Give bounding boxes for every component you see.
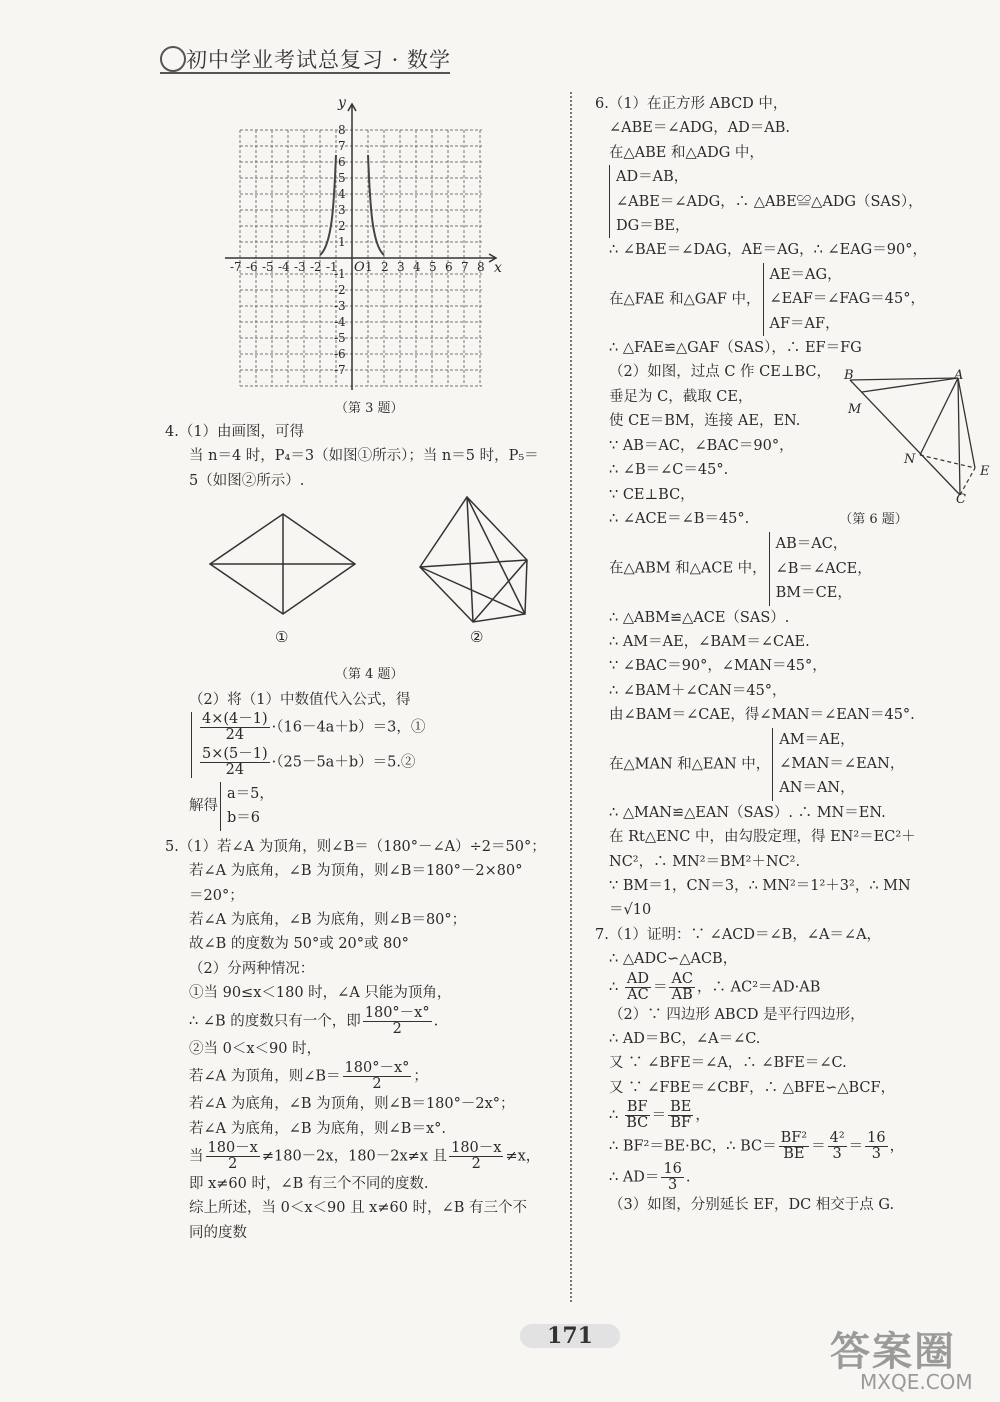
q6-line: ＝√10 <box>609 902 652 919</box>
header <box>160 42 450 74</box>
x-tick: 2 <box>381 260 389 274</box>
fig6-point-M: M <box>848 402 862 417</box>
q6-line: ∴ ∠BAE＝∠DAG，AE＝AG，∴ ∠EAG＝90°， <box>609 242 927 259</box>
q4-eq2-rest: ·（25－5a＋b）＝5.② <box>271 754 416 771</box>
q5-line: ＝20°； <box>189 887 244 904</box>
q4-solution <box>165 782 565 831</box>
x-tick: -1 <box>326 260 338 274</box>
column-divider <box>570 92 572 1302</box>
fig6-point-E: E <box>980 464 990 479</box>
q5-line: 若∠A 为顶角，则∠B＝ $\frac{180^\circ-x^\circ}{2}$ ； <box>189 1060 428 1093</box>
figure-4 <box>205 492 550 662</box>
q5-line: （2）分两种情况： <box>189 960 315 977</box>
q6-system-3: 在△ABM 和△ACE 中， AB＝AC， ∠B＝∠ACE， BM＝CE， <box>595 532 990 605</box>
q7-line: ∴ BF²＝BE·BC，∴ BC＝ $\frac{\text{BF²}}{BE}$ ＝ $\frac{\text{4²}}{3}$ ＝ $\frac{16}{3}$ ， <box>609 1130 905 1163</box>
page-number: 171 <box>520 1318 620 1354</box>
figure-3-graph <box>220 95 510 415</box>
q4-sol-label: 解得 <box>189 798 218 815</box>
q4-system <box>165 712 565 778</box>
q5-line: 即 x≠60 时，∠B 有三个不同的度数. <box>189 1175 429 1192</box>
q7-line: ∴ △ADC∽△ACB， <box>609 951 738 968</box>
q6-line: 在△ABE 和△ADG 中， <box>609 144 764 161</box>
book-logo-icon <box>160 46 186 72</box>
axis-label-x: x <box>494 260 502 276</box>
q7-line: 又 ∵ ∠FBE＝∠CBF，∴ △BFE∽△BCF， <box>609 1079 896 1096</box>
q7-line: ∴ $\frac{BF}{BC}$ ＝ $\frac{BE}{BF}$ ， <box>609 1099 710 1132</box>
x-tick: -7 <box>230 260 242 274</box>
origin-label: O <box>354 260 365 275</box>
y-tick: -3 <box>334 299 346 313</box>
figure-6 <box>840 360 1000 530</box>
q5-line: 若∠A 为底角，∠B 为底角，则∠B＝x°. <box>189 1120 446 1137</box>
q6-line: ∴ ∠ACE＝∠B＝45°. （第 6 题） <box>609 510 908 527</box>
q6-system-2: 在△FAE 和△GAF 中， AE＝AG， ∠EAF＝∠FAG＝45°， AF＝AF， <box>595 263 990 336</box>
fig6-point-N: N <box>904 452 916 467</box>
y-tick: 3 <box>338 203 346 217</box>
q4-line: 4.（1）由画图，可得 <box>165 424 305 440</box>
y-tick: -7 <box>334 363 346 377</box>
q6-line: ∴ △FAE≌△GAF（SAS），∴ EF＝FG <box>609 340 862 357</box>
q5-line: 综上所述，当 0＜x＜90 且 x≠60 时，∠B 有三个不 <box>189 1200 527 1217</box>
q5-line: ①当 90≤x＜180 时，∠A 只能为顶角， <box>189 985 452 1002</box>
q4-eq2-num: 5×(5－1) <box>202 746 268 763</box>
q5-line: 5.（1）若∠A 为顶角，则∠B＝（180°－∠A）÷2＝50°； <box>165 838 546 855</box>
x-tick: -6 <box>246 260 258 274</box>
q6-line: ∴ ∠B＝∠C＝45°. <box>609 462 729 479</box>
q5-line: 若∠A 为底角，∠B 为底角，则∠B＝80°； <box>189 912 467 929</box>
q6-line: ∴ ∠BAM＋∠CAN＝45°， <box>609 682 787 699</box>
q4-line: 当 n＝4 时，P₄＝3（如图①所示）；当 n＝5 时，P₅＝ <box>189 448 539 465</box>
y-tick: 7 <box>338 139 346 153</box>
q5-line: 同的度数 <box>189 1224 247 1241</box>
q6-line: ∠ABE＝∠ADG，AD＝AB. <box>609 120 791 137</box>
q6-line: ∵ BM＝1，CN＝3，∴ MN²＝1²＋3²，∴ MN <box>609 878 911 894</box>
q4-eq1-den: 24 <box>225 727 245 744</box>
q6-system-4: 在△MAN 和△EAN 中， AM＝AE， ∠MAN＝∠EAN， AN＝AN， <box>595 728 990 801</box>
q6-line: NC²，∴ MN²＝BM²＋NC². <box>609 853 801 870</box>
q5-line: 若∠A 为底角，∠B 为顶角，则∠B＝180°－2x°； <box>189 1096 515 1113</box>
q4-eq2-den: 24 <box>225 762 245 779</box>
q6-line: 使 CE＝BM，连接 AE，EN. <box>609 413 801 430</box>
q7-line: 又 ∵ ∠BFE＝∠A，∴ ∠BFE＝∠C. <box>609 1055 847 1072</box>
x-tick: -2 <box>310 260 322 274</box>
q7-line: 7.（1）证明：∵ ∠ACD＝∠B，∠A＝∠A， <box>595 926 882 943</box>
q7-line: （2）∵ 四边形 ABCD 是平行四边形， <box>609 1006 865 1023</box>
y-tick: -5 <box>334 331 346 345</box>
q4-sol-b: b＝6 <box>227 810 261 827</box>
watermark <box>820 1320 998 1400</box>
x-tick: 1 <box>365 260 373 274</box>
q6-line: 在 Rt△ENC 中，由勾股定理，得 EN²＝EC²＋ <box>609 829 916 846</box>
x-tick: -5 <box>262 260 274 274</box>
x-tick: 8 <box>477 260 485 274</box>
x-tick: 3 <box>397 260 405 274</box>
figure-4-label-2: ② <box>470 628 484 646</box>
x-tick: 4 <box>413 260 421 274</box>
x-tick: 5 <box>429 260 437 274</box>
x-tick: -3 <box>294 260 306 274</box>
q4-line: （2）将（1）中数值代入公式，得 <box>189 691 411 708</box>
figure-4-label-1: ① <box>275 628 289 646</box>
header-title: 初中学业考试总复习 · 数学 <box>186 48 452 72</box>
figure-6-drawing <box>840 360 1000 510</box>
figure-4-drawing <box>205 492 550 642</box>
q7-line: ∴ AD＝BC，∠A＝∠C. <box>609 1031 761 1048</box>
y-tick: 6 <box>338 155 346 169</box>
q4-eq1-num: 4×(4－1) <box>202 711 268 728</box>
q6-line: ∵ CE⊥BC， <box>609 486 695 503</box>
x-tick: -4 <box>278 260 290 274</box>
fig6-point-C: C <box>956 492 966 507</box>
q6-line: 由∠BAM＝∠CAE，得∠MAN＝∠EAN＝45°. <box>609 707 915 724</box>
q4-line: 5（如图②所示）. <box>189 472 305 489</box>
q6-line: ∴ AM＝AE，∠BAM＝∠CAE. <box>609 633 810 650</box>
watermark-site: MXQE.COM <box>860 1370 973 1394</box>
y-tick: 8 <box>338 123 346 137</box>
figure-6-caption: （第 6 题） <box>839 511 908 527</box>
q7-line: ∴ AD＝ $\frac{16}{3}$ . <box>609 1161 691 1194</box>
figure-4-caption: （第 4 题） <box>335 667 404 683</box>
q4-sol-a: a＝5， <box>227 786 274 803</box>
figure-3-caption: （第 3 题） <box>335 401 404 416</box>
q7-line: ∴ $\frac{AD}{AC}$ ＝ $\frac{AC}{AB}$ ，∴ AC²＝AD·AB <box>609 970 821 1003</box>
y-tick: -6 <box>334 347 346 361</box>
q5-line: 故∠B 的度数为 50°或 20°或 80° <box>189 936 409 953</box>
y-tick: 5 <box>338 171 346 185</box>
y-tick: -4 <box>334 315 346 329</box>
y-tick: -1 <box>334 267 346 281</box>
axis-label-y: y <box>338 95 346 111</box>
q6-line: ∴ △MAN≌△EAN（SAS）. ∴ MN＝EN. <box>609 804 886 821</box>
fig6-point-A: A <box>954 368 964 383</box>
q5-line: ∴ ∠B 的度数只有一个，即 $\frac{180^\circ-x^\circ}{2}$ . <box>189 1004 439 1037</box>
q5-line: 当 $\frac{180-x}{2}$ ≠180－2x，180－2x≠x 且 $\frac{180-x}{2}$ ≠x， <box>189 1139 541 1172</box>
watermark-text: 答案圈 <box>830 1328 956 1375</box>
right-column <box>595 92 990 1218</box>
q6-system-1: AD＝AB， ∠ABE＝∠ADG，∴ △ABE≌△ADG（SAS）， DG＝BE， <box>609 165 923 238</box>
x-tick: 6 <box>445 260 453 274</box>
q6-line: 6.（1）在正方形 ABCD 中， <box>595 96 788 112</box>
y-tick: 2 <box>338 219 346 233</box>
q7-line: （3）如图，分别延长 EF，DC 相交于点 G. <box>609 1197 895 1214</box>
q6-line: ∵ AB＝AC，∠BAC＝90°， <box>609 437 794 454</box>
q4-eq1-rest: ·（16－4a＋b）＝3，① <box>271 719 426 736</box>
x-tick: 7 <box>461 260 469 274</box>
q6-line: ∵ ∠BAC＝90°，∠MAN＝45°， <box>609 658 827 675</box>
y-tick: -2 <box>334 283 346 297</box>
y-tick: 4 <box>338 187 346 201</box>
q5-line: 若∠A 为底角，∠B 为顶角，则∠B＝180°－2×80° <box>189 863 523 880</box>
fig6-point-B: B <box>844 368 854 383</box>
q6-line: （2）如图，过点 C 作 CE⊥BC， <box>609 364 831 381</box>
q5-line: ②当 0＜x＜90 时， <box>189 1040 322 1057</box>
q6-line: 垂足为 C，截取 CE， <box>609 388 753 405</box>
figure-3 <box>220 95 510 416</box>
y-tick: 1 <box>338 235 346 249</box>
q6-line: ∴ △ABM≌△ACE（SAS）. <box>609 609 790 626</box>
